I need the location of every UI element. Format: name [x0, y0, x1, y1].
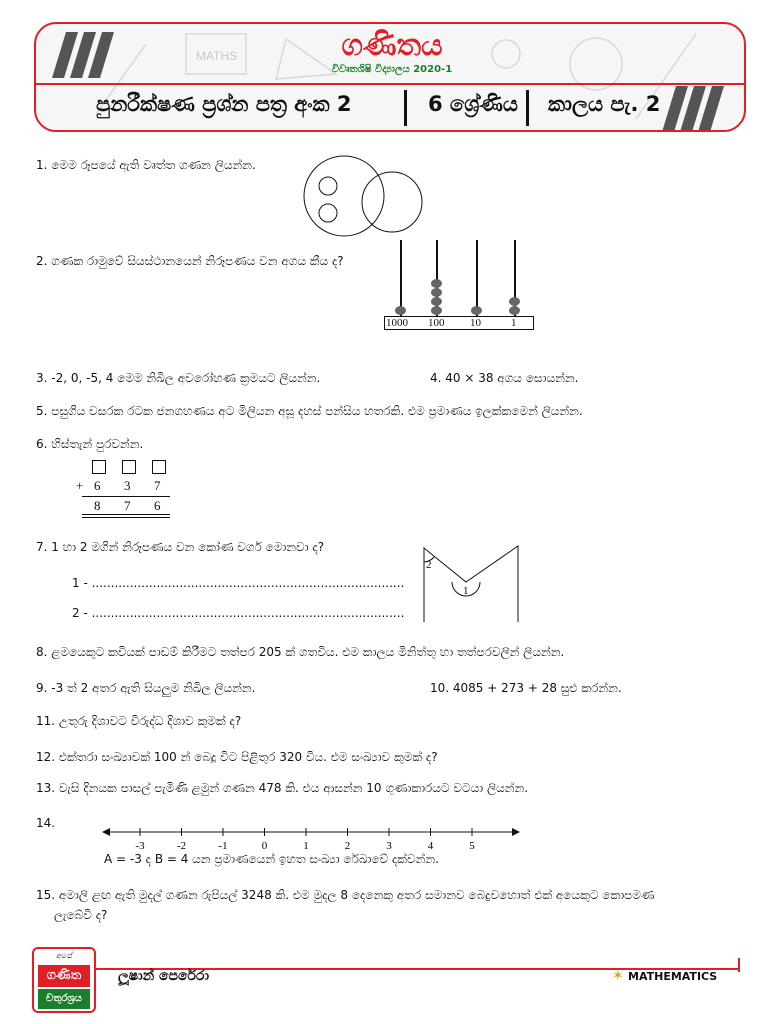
duration-label: කාලය පැ. 2 [548, 92, 661, 116]
question-1: 1. මෙම රූපයේ ඇති වෘත්ත ගණන ලියන්න. [36, 158, 256, 172]
abacus-bead [471, 306, 482, 315]
header-banner [34, 22, 746, 132]
place-label-tens: 10 [470, 317, 481, 329]
blank-box[interactable] [92, 460, 106, 474]
svg-text:MATHS: MATHS [196, 49, 238, 63]
abacus-bead [431, 279, 442, 288]
number-line-label: 0 [261, 840, 268, 852]
angle-label-1: 1 [463, 585, 469, 597]
number-line-label: -1 [218, 840, 228, 852]
question-12: 12. එක්තරා සංඛ්‍යාවක් 100 න් බෙදූ විට පිළිතුර 320 විය. එම සංඛ්‍යාව කුමක් ද? [36, 750, 438, 764]
logo [32, 947, 96, 1013]
grade-label: 6 ශ්‍රේණිය [428, 92, 518, 116]
number-line-label: 3 [386, 840, 392, 852]
abacus-rod [400, 240, 402, 316]
brand-label: MATHEMATICS [628, 970, 718, 983]
header-divider [36, 83, 746, 85]
logo-mid-text: ගණිත [38, 965, 90, 987]
abacus-bead [509, 297, 520, 306]
blank-box[interactable] [152, 460, 166, 474]
question-5: 5. පසුගිය වසරක රටක ජනගහණය අට මිලියන අසූ දහස් පන්සිය හතරකි. එම ප්‍රමාණය ඉලක්කමෙන් ලියන්න. [36, 404, 583, 418]
blank-box[interactable] [122, 460, 136, 474]
header-separator [526, 90, 529, 126]
question-13: 13. වැසි දිනයක පාසල් පැමිණි ළමුන් ගණන 478 කි. එය ආසන්න 10 ගුණාකාරයට වටයා ලියන්න. [36, 781, 529, 795]
number-line-label: 1 [303, 840, 309, 852]
question-15-continued: ලැබේවි ද? [54, 908, 108, 922]
digit: 7 [124, 498, 131, 513]
arrow-right-icon [512, 828, 520, 836]
angle-label-2: 2 [426, 559, 432, 571]
abacus-bead [509, 306, 520, 315]
number-line-label: -3 [135, 840, 145, 852]
number-line-label: 5 [469, 840, 475, 852]
abacus-bead [431, 297, 442, 306]
logo-bottom-text: චතුරශ්‍රය [38, 989, 90, 1009]
abacus-figure [384, 240, 534, 330]
question-7: 7. 1 හා 2 මගින් නිරූපණය වන කෝණ වර්ග මොනවා ද? [36, 540, 325, 554]
digit: 7 [154, 478, 161, 493]
question-4: 4. 40 × 38 අගය සොයන්න. [430, 371, 579, 385]
sum-line [82, 496, 170, 497]
abacus-bead [395, 306, 406, 315]
question-11: 11. උතුරු දිශාවට විරුද්ධ දිශාව කුමක් ද? [36, 714, 242, 728]
place-label-thousands: 1000 [386, 317, 408, 329]
question-9: 9. -3 ත් 2 අතර ඇති සියලුම නිඛිල ලියන්න. [36, 681, 256, 695]
logo-top-text: අපේ [56, 951, 72, 960]
number-line [102, 822, 522, 852]
place-label-hundreds: 100 [428, 317, 445, 329]
question-8: 8. ළමයෙකුට කවියක් පාඩම් කිරීමට තත්පර 205 ක් ගතවිය. එම කාලය මිනිත්තු හා තත්පරවලින් ලියන්න. [36, 645, 565, 659]
question-6: 6. හිස්තැන් පුරවන්න. [36, 437, 144, 451]
plus-sign: + [76, 478, 84, 493]
subject-title: ගණිතය [341, 28, 443, 63]
digit: 6 [154, 498, 161, 513]
header-separator [404, 90, 407, 126]
question-14: 14. [36, 816, 56, 830]
abacus-bead [431, 288, 442, 297]
sum-double-line [82, 517, 170, 518]
answer-line-2[interactable]: 2 - .................................................................................. [72, 606, 405, 620]
abacus-rod [476, 240, 478, 316]
question-14-caption: A = -3 ද B = 4 යන ප්‍රමාණයෙන් ඉහත සංඛ්‍යා රේඛාවේ දක්වන්න. [104, 852, 439, 866]
star-icon: ✶ [612, 968, 624, 984]
paper-name: පුනරීක්ෂණ ප්‍රශ්න පත්‍ර අංක 2 [96, 92, 352, 116]
place-label-ones: 1 [511, 317, 517, 329]
question-15: 15. අමාලි ළඟ ඇති මුදල් ගණන රුපියල් 3248 කි. එම මුදල 8 දෙනෙකු අතර සමානව බෙදුවහොත් එක් අයෙකුට කොපමණ [36, 888, 655, 902]
question-10: 10. 4085 + 273 + 28 සුළු කරන්න. [430, 681, 622, 695]
footer-rule-end [738, 958, 740, 972]
abacus-bead [431, 306, 442, 315]
digit: 3 [124, 478, 131, 493]
arrow-left-icon [102, 828, 110, 836]
number-line-label: -2 [176, 840, 187, 852]
sum-double-line [82, 514, 170, 515]
school-subtitle: විවෘතශිෂි විද්‍යාලය 2020-1 [331, 64, 453, 75]
digit: 8 [94, 498, 101, 513]
number-line-label: 2 [344, 840, 351, 852]
number-line-label: 4 [427, 840, 434, 852]
answer-line-1[interactable]: 1 - .................................................................................. [72, 576, 405, 590]
addition-problem [74, 458, 174, 520]
question-2: 2. ගණක රාමුවේ සියස්ථානයෙන් නිරූපණය වන අගය කීය ද? [36, 254, 344, 268]
circles-figure [296, 150, 428, 238]
author-name: ලූෂාන් පෙරේරා [118, 968, 210, 984]
digit: 6 [94, 478, 101, 493]
angle-figure [418, 542, 528, 624]
question-3: 3. -2, 0, -5, 4 මෙම නිඛිල අවරෝහණ ක්‍රමයට ලියන්න. [36, 371, 321, 385]
